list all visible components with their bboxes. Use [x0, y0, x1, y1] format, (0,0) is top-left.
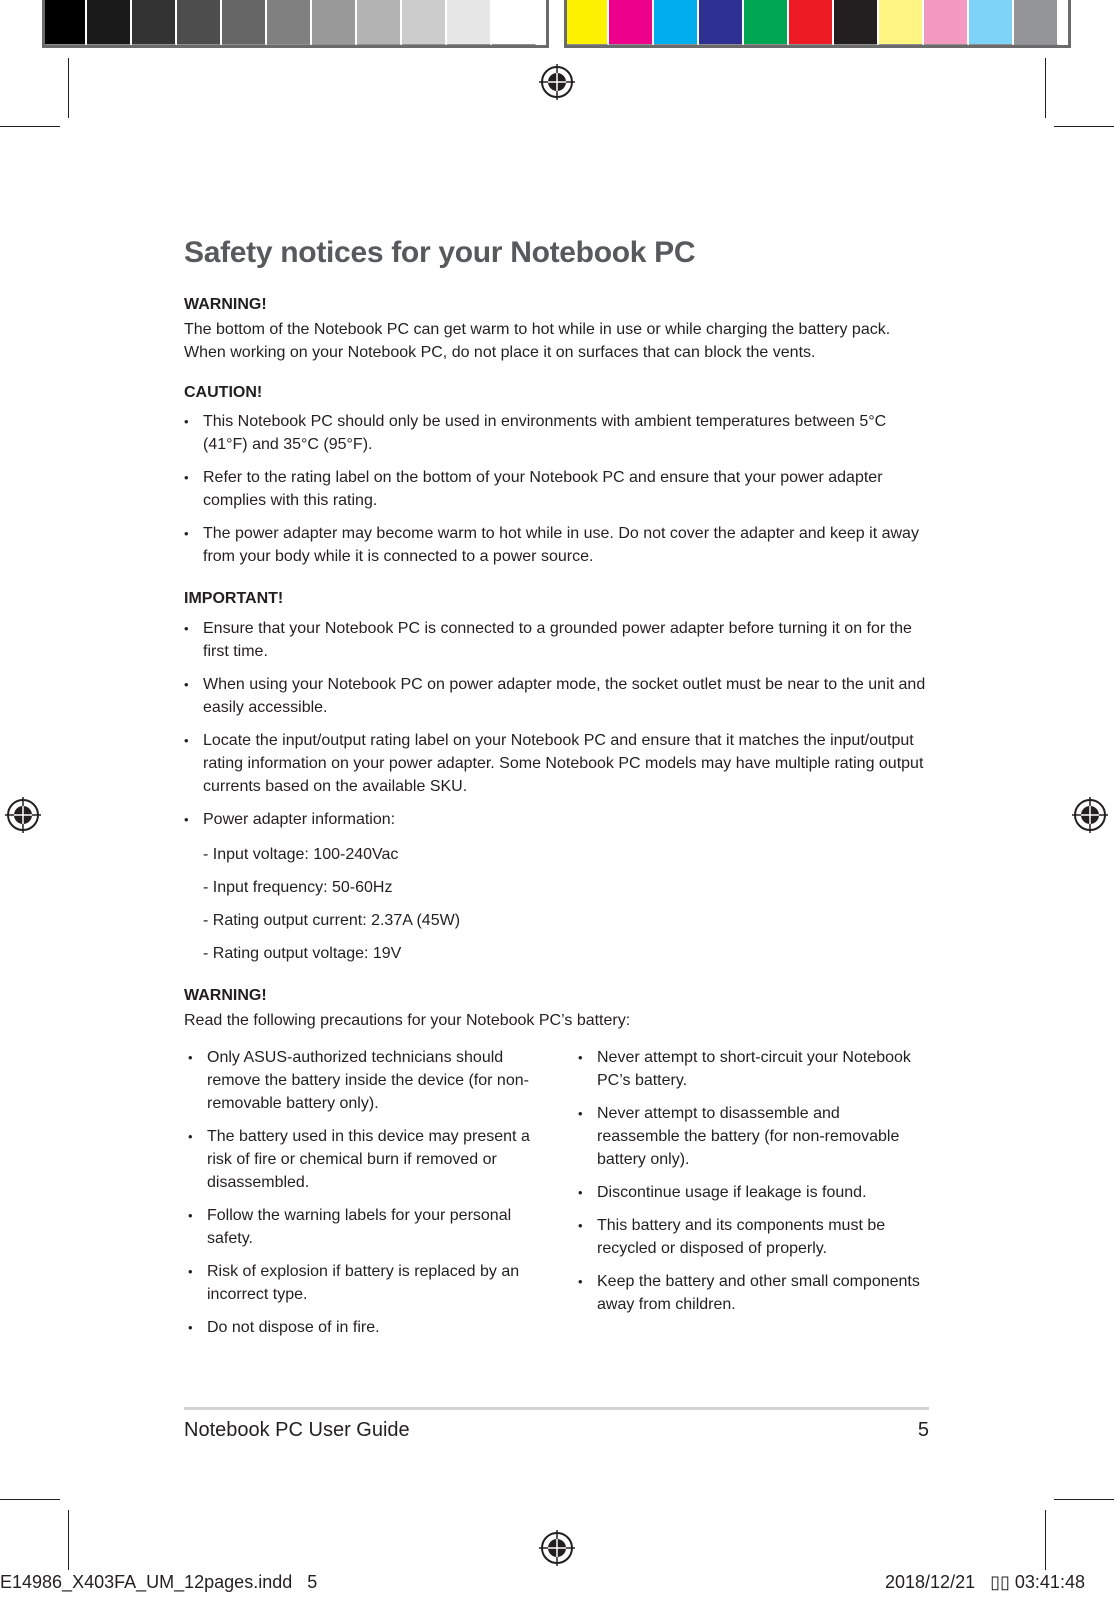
- color-swatch: [267, 0, 312, 46]
- list-item: • Do not dispose of in fire.: [188, 1316, 548, 1339]
- footer-guide-title: Notebook PC User Guide: [184, 1419, 410, 1441]
- color-swatch: [879, 0, 924, 46]
- color-swatch: [654, 0, 699, 46]
- color-swatch: [312, 0, 357, 46]
- footer-divider: [184, 1407, 929, 1410]
- list-item: • This Notebook PC should only be used in environments with ambient temperatures between 5°C (41°F) and 35°C (95°F).: [184, 410, 929, 456]
- list-item: • Follow the warning labels for your personal safety.: [188, 1204, 548, 1250]
- adapter-output-current: - Rating output current: 2.37A (45W): [203, 912, 461, 929]
- page-number: 5: [917, 1419, 929, 1441]
- color-swatch: [402, 0, 447, 46]
- list-item: • Keep the battery and other small components away from children.: [578, 1270, 923, 1316]
- battery-list-right: [578, 1046, 923, 1316]
- color-swatch: [564, 0, 609, 46]
- page-title: Safety notices for your Notebook PC: [184, 236, 696, 269]
- crop-mark-top-right-h: [1054, 126, 1114, 127]
- list-item: • Never attempt to disassemble and reassemble the battery (for non-removable battery only).: [578, 1102, 923, 1171]
- grayscale-color-bar: [42, 0, 537, 48]
- battery-warning-label: WARNING!: [184, 987, 267, 1004]
- color-swatch: [447, 0, 492, 46]
- color-swatch: [87, 0, 132, 46]
- list-item: • Only ASUS-authorized technicians should remove the battery inside the device (for non-removable battery only).: [188, 1046, 548, 1115]
- adapter-input-frequency: - Input frequency: 50-60Hz: [203, 879, 393, 896]
- adapter-output-voltage: - Rating output voltage: 19V: [203, 945, 402, 962]
- list-item: • Locate the input/output rating label on your Notebook PC and ensure that it matches the input/output rating information on your power adapter. Some Notebook PC models may have multiple rating output currents based on the available SKU.: [184, 729, 929, 798]
- adapter-input-voltage: - Input voltage: 100-240Vac: [203, 846, 399, 863]
- list-item: • Discontinue usage if leakage is found.: [578, 1181, 923, 1204]
- registration-mark-icon: [1072, 797, 1108, 833]
- important-list: [184, 617, 929, 831]
- process-color-bar: [564, 0, 1059, 48]
- color-swatch: [969, 0, 1014, 46]
- color-swatch: [42, 0, 87, 46]
- color-swatch: [789, 0, 834, 46]
- registration-mark-icon: [539, 64, 575, 100]
- crop-mark-top-left-v: [68, 58, 69, 118]
- list-item: • Power adapter information:: [184, 808, 929, 831]
- slug-filename: E14986_X403FA_UM_12pages.indd 5: [0, 1572, 318, 1592]
- crop-mark-top-left-h: [0, 126, 60, 127]
- color-swatch: [357, 0, 402, 46]
- crop-mark-bottom-right-v: [1045, 1510, 1046, 1570]
- registration-mark-icon: [5, 797, 41, 833]
- color-swatch: [222, 0, 267, 46]
- crop-mark-bottom-right-h: [1054, 1499, 1114, 1500]
- battery-list-left: [188, 1046, 548, 1339]
- crop-mark-bottom-left-h: [0, 1499, 60, 1500]
- color-swatch: [609, 0, 654, 46]
- color-swatch: [1014, 0, 1059, 46]
- list-item: • Risk of explosion if battery is replaced by an incorrect type.: [188, 1260, 548, 1306]
- list-item: • Refer to the rating label on the bottom of your Notebook PC and ensure that your power adapter complies with this rating.: [184, 466, 929, 512]
- crop-mark-bottom-left-v: [68, 1510, 69, 1570]
- important-label: IMPORTANT!: [184, 590, 284, 607]
- color-swatch: [744, 0, 789, 46]
- warning-label: WARNING!: [184, 296, 267, 313]
- list-item: • Never attempt to short-circuit your Notebook PC’s battery.: [578, 1046, 923, 1092]
- caution-list: [184, 410, 929, 568]
- slug-datetime: 2018/12/21 ▯▯ 03:41:48: [885, 1572, 1085, 1592]
- color-swatch: [492, 0, 537, 46]
- battery-warning-intro: Read the following precautions for your Notebook PC’s battery:: [184, 1012, 631, 1029]
- color-swatch: [177, 0, 222, 46]
- color-swatch: [924, 0, 969, 46]
- list-item: • This battery and its components must be recycled or disposed of properly.: [578, 1214, 923, 1260]
- color-swatch: [834, 0, 879, 46]
- list-item: • Ensure that your Notebook PC is connected to a grounded power adapter before turning it on for the first time.: [184, 617, 929, 663]
- color-swatch: [132, 0, 177, 46]
- warning-text: The bottom of the Notebook PC can get warm to hot while in use or while charging the battery pack. When working on your Notebook PC, do not place it on surfaces that can block the vents.: [184, 321, 891, 361]
- registration-mark-icon: [539, 1530, 575, 1566]
- color-swatch: [699, 0, 744, 46]
- crop-mark-top-right-v: [1045, 58, 1046, 118]
- list-item: • The power adapter may become warm to hot while in use. Do not cover the adapter and keep it away from your body while it is connected to a power source.: [184, 522, 929, 568]
- list-item: • The battery used in this device may present a risk of fire or chemical burn if removed or disassembled.: [188, 1125, 548, 1194]
- list-item: • When using your Notebook PC on power adapter mode, the socket outlet must be near to the unit and easily accessible.: [184, 673, 929, 719]
- caution-label: CAUTION!: [184, 384, 263, 401]
